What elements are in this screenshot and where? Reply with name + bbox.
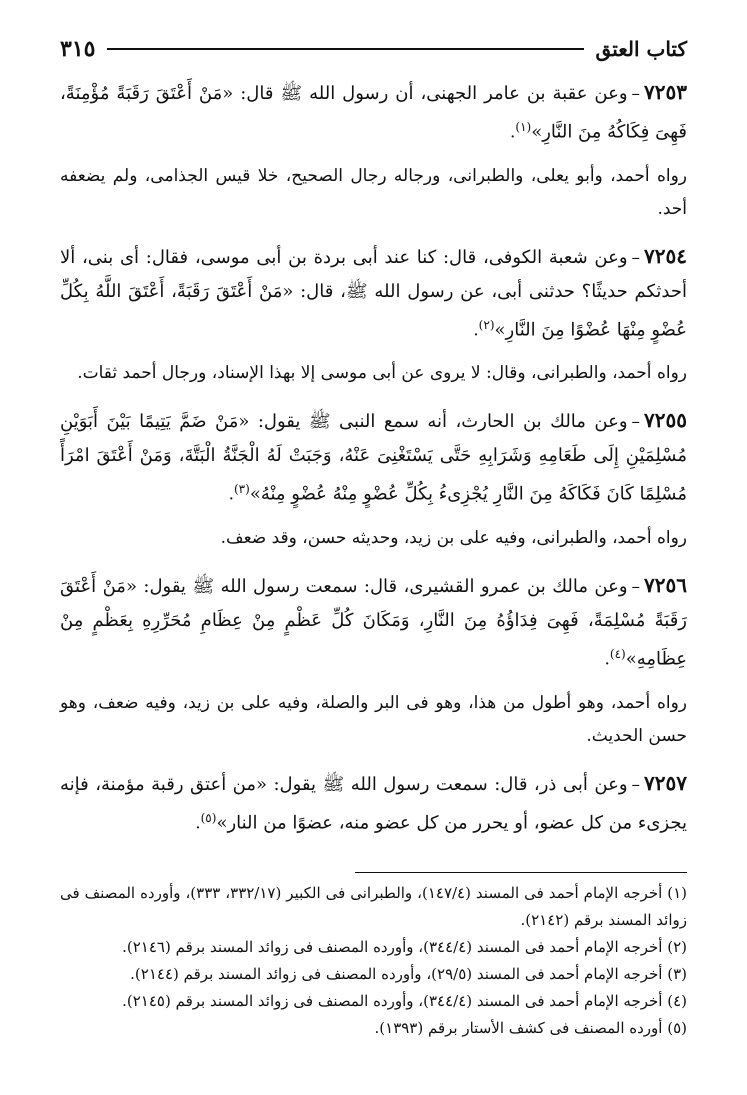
- footnote: (٢) أخرجه الإمام أحمد فى المسند (٣٤٤/٤)، وأورده المصنف فى زوائد المسند برقم (٢١٤٦).: [122, 938, 687, 956]
- hadith-number: ٧٢٥٥: [644, 408, 687, 433]
- hadith-number: ٧٢٥٤: [644, 243, 687, 268]
- hadith-text: وعن شعبة الكوفى، قال: كنا عند أبى بردة بن أبى موسى، فقال: أى بنى، ألا أحدثكم حديثًا؟ حدثنى أبى، عن رسول الله ﷺ، قال: «مَنْ أَعْتَقَ رَقَبَةً، أَعْتَقَ اللَّهُ بِكُلِّ عُضْوٍ مِنْهَا عُضْوًا مِنَ النَّارِ»: [60, 246, 687, 341]
- hadith-text: وعن أبى ذر، قال: سمعت رسول الله ﷺ يقول: «من أعتق رقبة مؤمنة، فإنه يجزىء من كل عضو، أو يحرر من كل عضو منه، عضوًا من النار»: [60, 773, 687, 834]
- hadith-number: ٧٢٥٧: [644, 770, 687, 795]
- header-rule: [107, 48, 583, 50]
- footnote-ref: (١): [515, 120, 532, 134]
- hadith-entry: ٧٢٥٥–وعن مالك بن الحارث، أنه سمع النبى ﷺ يقول: «مَنْ ضَمَّ يَتِيمًا بَيْنَ أَبَوَيْنِ مُسْلِمَيْنِ إِلَى طَعَامِهِ وَشَرَابِهِ حَتَّى يَسْتَغْنِىَ عَنْهُ، وَجَبَتْ لَهُ الْجَنَّةُ الْبَتَّةَ، وَمَنْ أَعْتَقَ امْرَأً مُسْلِمًا كَانَ فَكَاكَهُ مِنَ النَّارِ يُجْزِىءُ بِكُلِّ عُضْوٍ مِنْهُ عُضْوٍ مِنْهُ»$^{(٣)}$.: [60, 408, 687, 505]
- hadith-source: رواه أحمد، وأبو يعلى، والطبرانى، ورجاله رجال الصحيح، خلا قيس الجذامى، ولم يضعفه أحد.: [60, 165, 687, 219]
- page-header: [60, 34, 687, 64]
- footnote: (١) أخرجه الإمام أحمد فى المسند (١٤٧/٤)، والطبرانى فى الكبير (٣٣٢/١٧، ٣٣٣)، وأورده المصنف فى زوائد المسند برقم (٢١٤٢).: [60, 884, 687, 929]
- chapter-title: كتاب العتق: [595, 37, 687, 61]
- footnote-ref: (٢): [478, 317, 495, 332]
- footnote: (٣) أخرجه الإمام أحمد فى المسند (٢٩/٥)، وأورده المصنف فى زوائد المسند برقم (٢١٤٤).: [130, 965, 687, 983]
- hadith-number: ٧٢٥٣: [644, 80, 687, 104]
- page-number: ٣١٥: [60, 36, 96, 62]
- hadith-source: رواه أحمد، والطبرانى، وقال: لا يروى عن أبى موسى إلا بهذا الإسناد، ورجال أحمد ثقات.: [77, 363, 687, 384]
- hadith-text: وعن عقبة بن عامر الجهنى، أن رسول الله ﷺ قال: «مَنْ أَعْتَقَ رَقَبَةً مُؤْمِنَةً، فَهِىَ فِكَاكُهُ مِنَ النَّارِ»: [60, 83, 687, 143]
- footnote: (٤) أخرجه الإمام أحمد فى المسند (٣٤٤/٤)، وأورده المصنف فى زوائد المسند برقم (٢١٤٥).: [122, 992, 687, 1010]
- hadith-number: ٧٢٥٦: [644, 572, 687, 597]
- footnote: (٥) أورده المصنف فى كشف الأستار برقم (١٣٩٣).: [374, 1019, 687, 1037]
- hadith-text: وعن مالك بن الحارث، أنه سمع النبى ﷺ يقول: «مَنْ ضَمَّ يَتِيمًا بَيْنَ أَبَوَيْنِ مُسْلِمَيْنِ إِلَى طَعَامِهِ وَشَرَابِهِ حَتَّى يَسْتَغْنِىَ عَنْهُ، وَجَبَتْ لَهُ الْجَنَّةُ الْبَتَّةَ، وَمَنْ أَعْتَقَ امْرَأً مُسْلِمًا كَانَ فَكَاكَهُ مِنَ النَّارِ يُجْزِىءُ بِكُلِّ عُضْوٍ مِنْهُ عُضْوٍ مِنْهُ»: [60, 411, 687, 505]
- footnotes: [60, 880, 687, 1042]
- footnote-ref: (٤): [609, 646, 626, 661]
- hadith-source: رواه أحمد، وهو أطول من هذا، وهو فى البر والصلة، وفيه على بن زيد، وفيه ضعف، وهو حسن الحديث.: [60, 692, 687, 746]
- page-body: [60, 76, 687, 850]
- hadith-entry: ٧٢٥٧–وعن أبى ذر، قال: سمعت رسول الله ﷺ يقول: «من أعتق رقبة مؤمنة، فإنه يجزىء من كل عضو، أو يحرر من كل عضو منه، عضوًا من النار»$^{(٥)}$.: [60, 770, 687, 834]
- hadith-entry: ٧٢٥٣–وعن عقبة بن عامر الجهنى، أن رسول الله ﷺ قال: «مَنْ أَعْتَقَ رَقَبَةً مُؤْمِنَةً، فَهِىَ فِكَاكُهُ مِنَ النَّارِ»$^{(١)}$.: [60, 80, 687, 143]
- footnote-ref: (٥): [200, 810, 217, 825]
- hadith-text: وعن مالك بن عمرو القشيرى، قال: سمعت رسول الله ﷺ يقول: «مَنْ أَعْتَقَ رَقَبَةً مُسْلِمَةً، فَهِىَ فِدَاؤُهُ مِنَ النَّارِ، وَمَكَانَ كُلِّ عَظْمٍ مِنْ عِظَامِ مُحَرِّرِهِ بِعَظْمٍ مِنْ عِظَامِهِ»: [60, 575, 687, 670]
- hadith-entry: ٧٢٥٤–وعن شعبة الكوفى، قال: كنا عند أبى بردة بن أبى موسى، فقال: أى بنى، ألا أحدثكم حديثًا؟ حدثنى أبى، عن رسول الله ﷺ، قال: «مَنْ أَعْتَقَ رَقَبَةً، أَعْتَقَ اللَّهُ بِكُلِّ عُضْوٍ مِنْهَا عُضْوًا مِنَ النَّارِ»$^{(٢)}$.: [60, 243, 687, 341]
- hadith-source: رواه أحمد، والطبرانى، وفيه على بن زيد، وحديثه حسن، وقد ضعف.: [220, 527, 687, 548]
- hadith-entry: ٧٢٥٦–وعن مالك بن عمرو القشيرى، قال: سمعت رسول الله ﷺ يقول: «مَنْ أَعْتَقَ رَقَبَةً مُسْلِمَةً، فَهِىَ فِدَاؤُهُ مِنَ النَّارِ، وَمَكَانَ كُلِّ عَظْمٍ مِنْ عِظَامِ مُحَرِّرِهِ بِعَظْمٍ مِنْ عِظَامِهِ»$^{(٤)}$.: [60, 572, 687, 670]
- footnote-ref: (٣): [233, 482, 250, 497]
- footnote-divider: [355, 872, 687, 873]
